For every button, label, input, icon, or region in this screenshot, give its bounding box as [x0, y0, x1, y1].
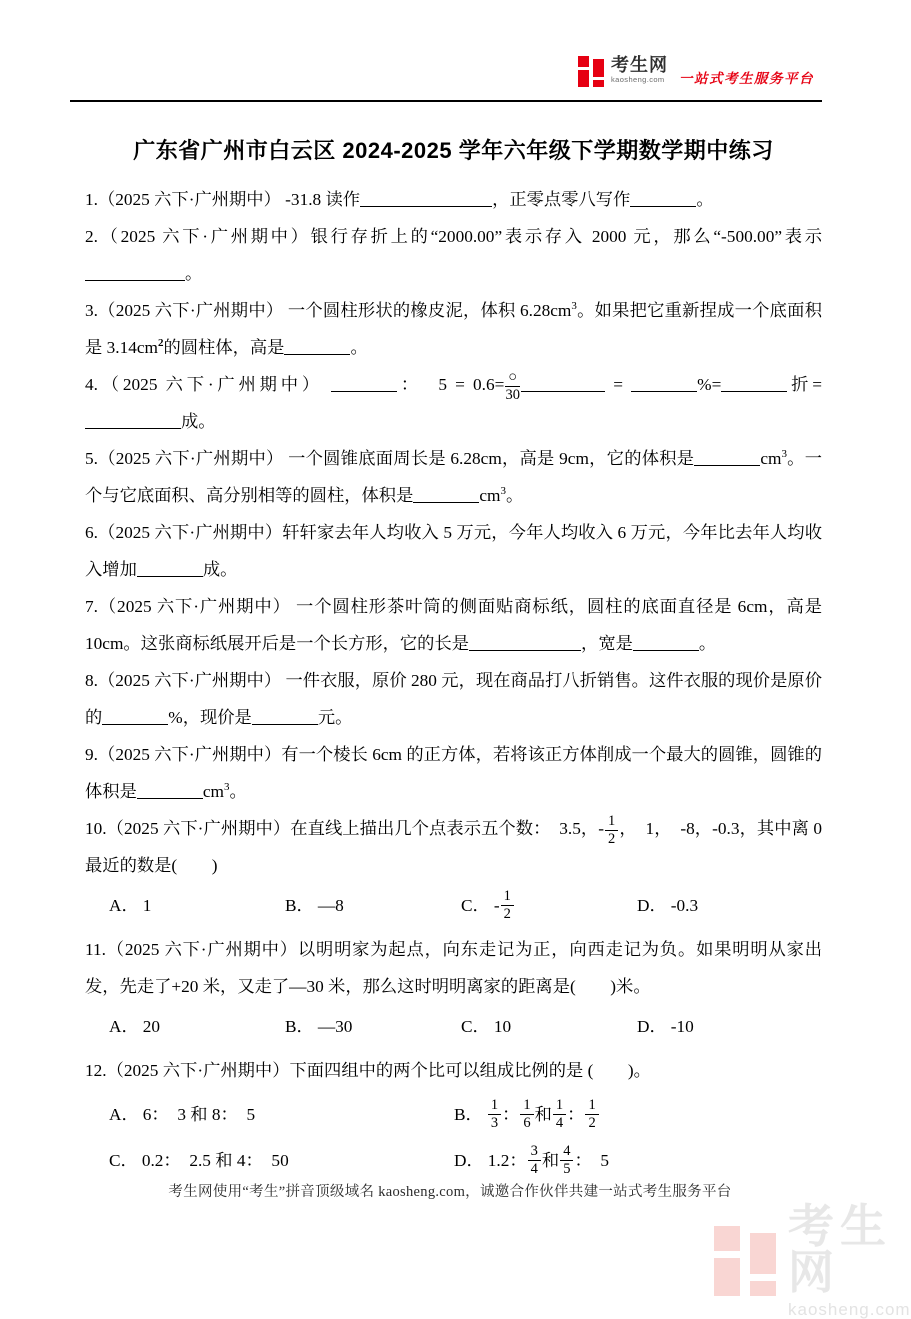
fraction-denominator: 4 [530, 1160, 538, 1177]
question-7 [85, 588, 827, 662]
superscript: 2 [157, 337, 164, 350]
fill-in-blank [360, 190, 492, 207]
text-run: 和 [534, 1104, 552, 1124]
question-text [85, 1052, 822, 1089]
text-run: 。 [229, 782, 247, 802]
fill-in-blank [85, 264, 185, 281]
question-6 [85, 514, 822, 588]
option-a [109, 886, 285, 924]
question-12 [85, 1052, 822, 1183]
fill-in-blank [630, 190, 696, 207]
question-3 [85, 292, 822, 366]
option-c [109, 1141, 454, 1179]
fraction-numerator: 1 [501, 888, 514, 906]
option-label: D． [454, 1150, 484, 1170]
question-text [85, 810, 827, 884]
fraction [520, 1097, 533, 1131]
fill-in-blank [631, 375, 697, 392]
option-a [109, 1095, 454, 1133]
fill-in-blank [469, 634, 581, 651]
watermark-brand-text: 考生网 [788, 1200, 892, 1298]
fill-in-blank [137, 560, 203, 577]
text-run: 。 [185, 264, 203, 283]
question-text [85, 440, 822, 514]
fraction-denominator: 6 [523, 1114, 531, 1131]
text-run: 元。 [317, 708, 353, 728]
text-run: -10 [670, 1016, 694, 1036]
option-b [285, 886, 461, 924]
text-run: 。如果把它重新捏成一个底面积是 3.14cm [85, 301, 822, 357]
option-label: C． [461, 895, 490, 915]
superscript: 3 [781, 448, 787, 461]
text-run: ，宽是 [581, 634, 633, 654]
text-run: 5.（2025 六下·广州期中） 一个圆锥底面周长是 6.28cm，高是 9cm，它的体积是 [85, 449, 695, 469]
fraction-denominator: 3 [490, 1114, 499, 1131]
question-text [85, 931, 822, 1005]
fraction [505, 369, 520, 403]
fill-in-blank [252, 708, 318, 725]
text-run: ： [502, 1104, 520, 1124]
option-label: B． [454, 1104, 483, 1124]
question-10 [85, 810, 827, 924]
question-1 [85, 181, 822, 218]
fill-in-blank [413, 486, 479, 503]
text-run: 2.（2025 六下·广州期中）银行存折上的“2000.00”表示存入 2000 元，那么“-500.00”表示 [85, 227, 822, 246]
text-run: %，现价是 [168, 708, 252, 728]
fraction-numerator: ○ [505, 369, 520, 387]
option-row [85, 886, 822, 924]
question-text [85, 292, 822, 366]
text-run: 成。 [202, 560, 238, 580]
option-label: B． [285, 895, 314, 915]
option-b [454, 1095, 799, 1133]
fraction-sign: - [493, 895, 500, 915]
option-label: D． [637, 1016, 667, 1036]
watermark [714, 1200, 911, 1319]
superscript: 3 [571, 300, 577, 313]
question-text [85, 514, 822, 588]
text-run: 的圆柱体，高是 [163, 338, 285, 357]
fraction-denominator: 2 [503, 905, 511, 922]
question-text [85, 181, 822, 218]
fraction-denominator: 2 [608, 830, 616, 847]
text-run: 。 [698, 634, 717, 654]
fraction-denominator: 2 [588, 1114, 596, 1131]
fraction-sign: - [598, 819, 605, 839]
text-run: 1.2： [487, 1150, 527, 1170]
text-run: 1 [142, 895, 152, 915]
fill-in-blank [85, 412, 181, 429]
logo-tagline: 一站式考生服务平台 [679, 71, 814, 86]
text-run: 11.（2025 六下·广州期中）以明明家为起点，向东走记为正，向西走记为负。如果明明从家出发，先走了+20 米，又走了—30 米，那么这时明明离家的距离是( )米。 [85, 940, 822, 997]
fill-in-blank [721, 375, 787, 392]
fraction [488, 1097, 501, 1131]
text-run: 10 [493, 1016, 512, 1036]
fill-in-blank [284, 338, 350, 355]
option-c [461, 1007, 637, 1045]
option-label: A． [109, 1016, 139, 1036]
text-run: -0.3 [670, 895, 699, 915]
superscript: 3 [223, 781, 230, 794]
document-content [85, 130, 827, 1190]
fraction-denominator: 5 [563, 1160, 571, 1177]
question-list [85, 181, 827, 1183]
text-run: —8 [317, 895, 344, 915]
fraction [528, 1143, 541, 1177]
text-run: 7.（2025 六下·广州期中） 一个圆柱形茶叶筒的侧面贴商标纸，圆柱的底面直径是 6cm，高是 10cm。这张商标纸展开后是一个长方形，它的长是 [85, 597, 827, 654]
text-run: 10.（2025 六下·广州期中）在直线上描出几个点表示五个数： 3.5， [85, 819, 599, 839]
header-divider [70, 100, 822, 102]
text-run: 12.（2025 六下·广州期中）下面四组中的两个比可以组成比例的是 ( )。 [85, 1061, 651, 1081]
fill-in-blank [331, 375, 397, 392]
fraction-numerator: 1 [553, 1097, 566, 1115]
fraction [501, 888, 514, 922]
fraction-denominator: 30 [505, 386, 520, 403]
option-row [85, 1091, 822, 1183]
option-label: D． [637, 895, 667, 915]
logo-brand-text: 考生网 [611, 55, 668, 75]
fraction [605, 813, 618, 847]
text-run: 3.（2025 六下·广州期中） 一个圆柱形状的橡皮泥，体积 6.28cm [85, 301, 572, 320]
text-run: 4.（2025 六下·广州期中） [85, 375, 332, 394]
text-run: ： [567, 1104, 585, 1124]
fill-in-blank [137, 782, 203, 799]
text-run: 9.（2025 六下·广州期中）有一个棱长 6cm 的正方体，若将该正方体削成一个最大的圆锥，圆锥的体积是 [85, 745, 822, 802]
kaosheng-logo [578, 56, 814, 87]
text-run: 1.（2025 六下·广州期中） -31.8 读作 [85, 190, 361, 209]
text-run: 折= [787, 375, 823, 394]
option-label: A． [109, 895, 139, 915]
text-run: ： 5 = 0.6= [397, 375, 505, 394]
fill-in-blank [521, 375, 605, 392]
option-label: C． [109, 1150, 138, 1170]
fraction [560, 1143, 573, 1177]
question-text [85, 736, 822, 810]
fraction [585, 1097, 598, 1131]
text-run: 。一个与它底面积、高分别相等的圆柱，体积是 [85, 449, 822, 506]
fraction-numerator: 1 [520, 1097, 533, 1115]
text-run: 0.2： 2.5 和 4： 50 [141, 1150, 289, 1170]
text-run: 成。 [181, 412, 216, 432]
text-run: cm [760, 449, 782, 469]
question-text [85, 588, 827, 662]
option-row [85, 1007, 822, 1045]
footer-note: 考生网使用“考生”拼音顶级域名 kaosheng.com，诚邀合作伙伴共建一站式考生服务平台 [168, 1184, 732, 1200]
fraction-numerator: 1 [488, 1097, 501, 1115]
fraction [553, 1097, 566, 1131]
text-run: cm [202, 782, 224, 802]
text-run: ，正零点零八写作 [492, 190, 631, 209]
text-run: 。 [696, 190, 714, 209]
option-a [109, 1007, 285, 1045]
question-9 [85, 736, 822, 810]
text-run: %= [697, 375, 722, 394]
text-run: 6： 3 和 8： 5 [142, 1104, 256, 1124]
fraction-numerator: 3 [528, 1143, 541, 1161]
logo-text-block [611, 56, 668, 84]
watermark-logo-icon [714, 1226, 776, 1296]
fraction-numerator: 1 [605, 813, 618, 831]
text-run: 8.（2025 六下·广州期中） 一件衣服，原价 280 元，现在商品打八折销售。这件衣服的现价是原价的 [85, 671, 822, 728]
text-run: —30 [317, 1016, 353, 1036]
text-run: ： 5 [574, 1150, 610, 1170]
question-text [85, 662, 822, 736]
fill-in-blank [694, 449, 760, 466]
superscript: 3 [500, 485, 506, 498]
option-c [461, 886, 637, 924]
text-run: = [605, 375, 632, 394]
option-d [637, 886, 813, 924]
fraction-numerator: 4 [560, 1143, 573, 1161]
option-d [454, 1141, 799, 1179]
option-label: A． [109, 1104, 139, 1124]
option-d [637, 1007, 813, 1045]
option-label: C． [461, 1016, 490, 1036]
question-5 [85, 440, 822, 514]
page-title: 广东省广州市白云区 2024-2025 学年六年级下学期数学期中练习 [133, 138, 774, 163]
question-text [85, 218, 822, 292]
fill-in-blank [102, 708, 168, 725]
text-run: ， 1， -8，-0.3，其中离 0 最近的数是( ) [85, 819, 827, 876]
kaosheng-logo-icon [578, 56, 604, 87]
text-run: 。 [350, 338, 368, 357]
option-b [285, 1007, 461, 1045]
question-4 [85, 366, 822, 440]
question-2 [85, 218, 822, 292]
watermark-domain-text: kaosheng.com [788, 1300, 911, 1319]
fraction-denominator: 4 [555, 1114, 564, 1131]
text-run: 20 [142, 1016, 161, 1036]
logo-domain-text: kaosheng.com [611, 75, 665, 84]
fraction-numerator: 1 [585, 1097, 598, 1115]
question-text [85, 366, 822, 440]
text-run: cm [479, 486, 501, 506]
option-label: B． [285, 1016, 314, 1036]
text-run: 。 [505, 486, 524, 506]
fill-in-blank [633, 634, 699, 651]
question-11 [85, 931, 822, 1045]
question-8 [85, 662, 822, 736]
watermark-text-block [788, 1200, 911, 1319]
text-run: 6.（2025 六下·广州期中）轩轩家去年人均收入 5 万元，今年人均收入 6 万元，今年比去年人均收入增加 [85, 523, 822, 580]
text-run: 和 [541, 1150, 560, 1170]
